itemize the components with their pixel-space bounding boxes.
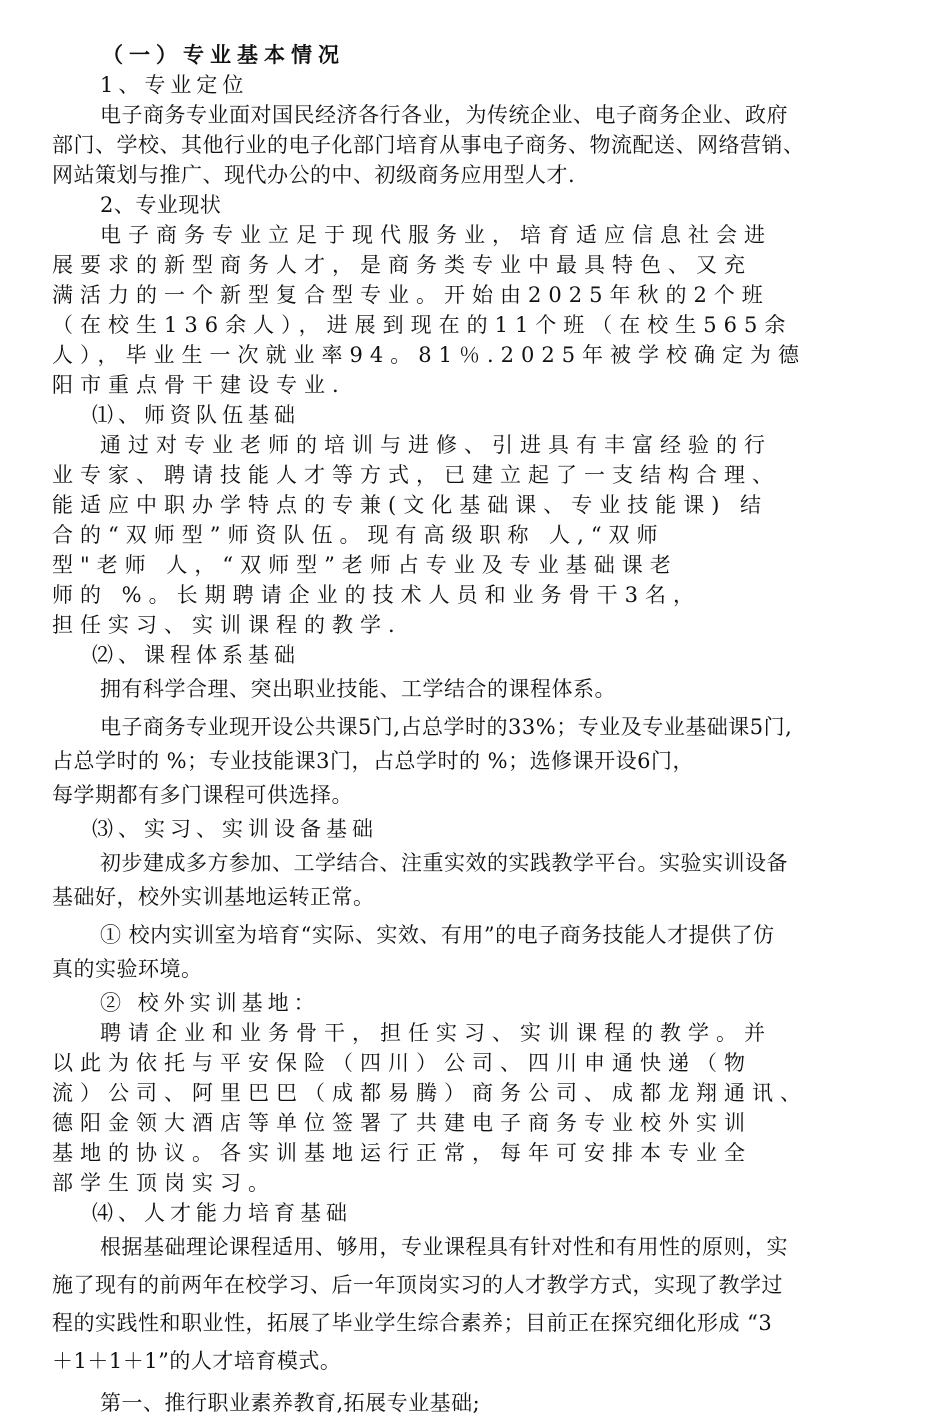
text-line: 网站策划与推广、现代办公的中、初级商务应用型人才. [52, 163, 576, 187]
text-line: 根据基础理论课程适用、够用，专业课程具有针对性和有用性的原则，实 [100, 1235, 788, 1259]
heading-curriculum: ⑵、课程体系基础 [92, 643, 300, 667]
paragraph-curriculum [52, 712, 898, 810]
text-line: 聘请企业和业务骨干，担任实习、实训课程的教学。并 [100, 1021, 772, 1045]
text-line: 展要求的新型商务人才，是商务类专业中最具特色、又充 [52, 253, 752, 277]
text-line: 部学生顶岗实习。 [52, 1171, 276, 1195]
section-title: （一）专业基本情况 [102, 42, 345, 67]
text-line: 流）公司、阿里巴巴（成都易腾）商务公司、成都龙翔通讯、 [52, 1081, 808, 1105]
heading-talent-training: ⑷、人才能力培育基础 [92, 1201, 352, 1225]
text-line: ① 校内实训室为培育“实际、实效、有用”的电子商务技能人才提供了仿 [100, 923, 775, 947]
text-line: 占总学时的 %；专业技能课3门，占总学时的 %；选修课开设6门， [52, 749, 694, 773]
text-line: 师的 %。长期聘请企业的技术人员和业务骨干3名， [52, 583, 701, 607]
paragraph-curriculum-intro: 拥有科学合理、突出职业技能、工学结合的课程体系。 [100, 677, 616, 701]
document-page [52, 40, 898, 1418]
heading-training-equipment: ⑶、实习、实训设备基础 [92, 817, 378, 841]
text-line: 程的实践性和职业性，拓展了毕业学生综合素养；目前正在探究细化形成 “3 [52, 1311, 773, 1335]
paragraph-talent-training [52, 1232, 898, 1376]
text-line: 电子商务专业现开设公共课5门,占总学时的33%；专业及专业基础课5门, [100, 715, 793, 739]
heading-positioning: 1、专业定位 [100, 73, 249, 97]
text-line: 通过对专业老师的培训与进修、引进具有丰富经验的行 [100, 433, 772, 457]
text-line: 以此为依托与平安保险（四川）公司、四川申通快递（物 [52, 1051, 752, 1075]
text-line: 业专家、聘请技能人才等方式，已建立起了一支结构合理、 [52, 463, 780, 487]
text-line: 满活力的一个新型复合型专业。开始由2025年秋的2个班 [52, 283, 770, 307]
text-line: 电子商务专业面对国民经济各行各业，为传统企业、电子商务企业、政府 [100, 103, 788, 127]
paragraph-training-platform [52, 848, 898, 912]
text-line: 每学期都有多门课程可供选择。 [52, 783, 353, 807]
text-line: 电子商务专业立足于现代服务业，培育适应信息社会进 [100, 223, 772, 247]
text-line: 基地的协议。各实训基地运行正常，每年可安排本专业全 [52, 1141, 752, 1165]
paragraph-positioning [52, 100, 898, 190]
paragraph-status [52, 220, 898, 400]
paragraph-on-campus-lab [52, 920, 898, 984]
text-line: 施了现有的前两年在校学习、后一年顶岗实习的人才教学方式，实现了教学过 [52, 1273, 783, 1297]
text-line: 基础好，校外实训基地运转正常。 [52, 885, 375, 909]
paragraph-first-point: 第一、推行职业素养教育,拓展专业基础; [100, 1391, 481, 1415]
text-line: 部门、学校、其他行业的电子化部门培育从事电子商务、物流配送、网络营销、 [52, 133, 805, 157]
text-line: 阳市重点骨干建设专业. [52, 373, 346, 397]
paragraph-off-campus-base [52, 1018, 898, 1198]
text-line: 型"老师 人，“双师型”老师占专业及专业基础课老 [52, 553, 678, 577]
text-line: 担任实习、实训课程的教学. [52, 613, 402, 637]
heading-off-campus-base: ② 校外实训基地： [100, 991, 320, 1015]
heading-status: 2、专业现状 [100, 193, 222, 217]
text-line: 人），毕业生一次就业率94。81％.2025年被学校确定为德 [52, 343, 807, 367]
text-line: 德阳金领大酒店等单位签署了共建电子商务专业校外实训 [52, 1111, 752, 1135]
text-line: 能适应中职办学特点的专兼(文化基础课、专业技能课) 结 [52, 493, 769, 517]
heading-faculty: ⑴、师资队伍基础 [92, 403, 300, 427]
text-line: 真的实验环境。 [52, 957, 203, 981]
text-line: 合的“双师型”师资队伍。现有高级职称 人,“双师 [52, 523, 665, 547]
text-line: ＋1＋1＋1”的人才培育模式。 [52, 1349, 342, 1373]
text-line: 初步建成多方参加、工学结合、注重实效的实践教学平台。实验实训设备 [100, 851, 788, 875]
text-line: （在校生136余人），进展到现在的11个班（在校生565余 [52, 313, 793, 337]
paragraph-faculty [52, 430, 898, 640]
